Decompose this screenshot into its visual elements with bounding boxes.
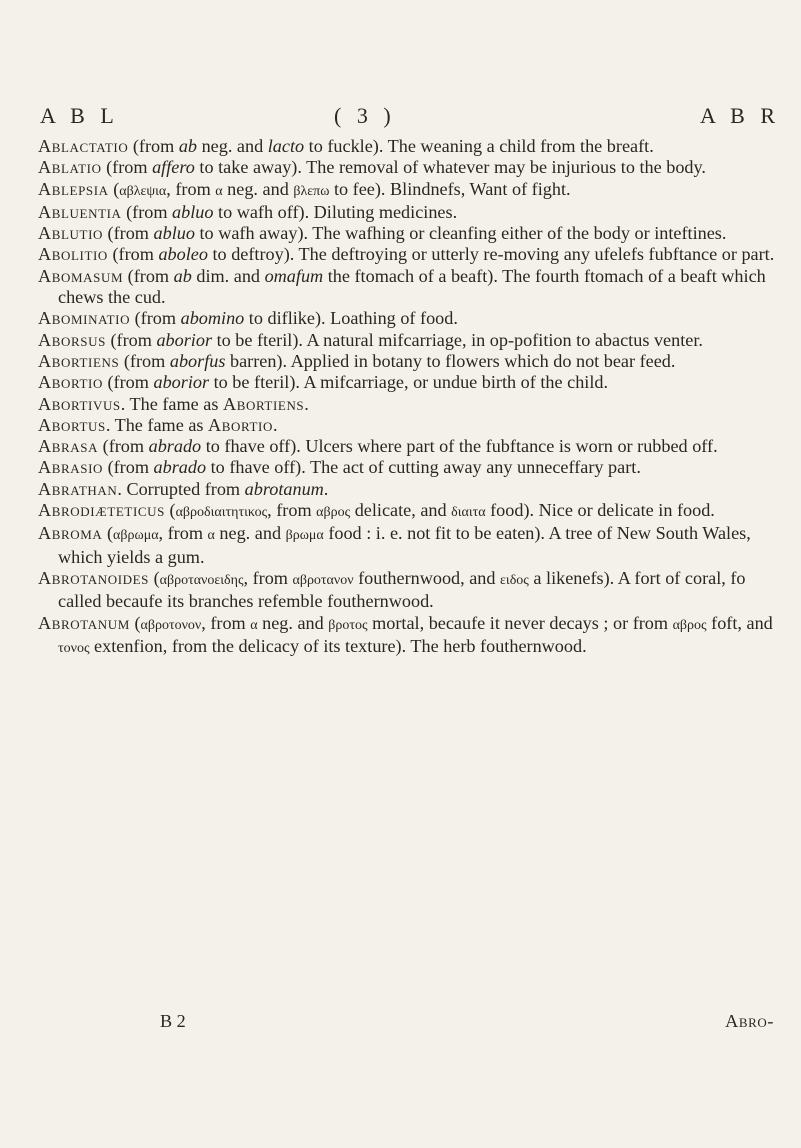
entry-headword: Abortivus — [38, 393, 121, 414]
definition-text: ( — [149, 567, 160, 588]
definition-text: (from — [101, 157, 153, 178]
dictionary-entry — [38, 266, 782, 309]
entry-headword: Abolitio — [38, 244, 108, 265]
definition-text: , from — [158, 523, 208, 544]
definition-text: the ftomach of a beaft). The fourth ftomach of a beaft which chews the cud. — [58, 265, 766, 308]
dictionary-entry — [38, 308, 782, 329]
dictionary-entry — [38, 415, 782, 436]
running-head-left: A B L — [40, 103, 119, 128]
entry-headword: Ablatio — [38, 157, 102, 178]
definition-text: neg. and — [197, 136, 268, 156]
definition-text: a likenefs). A fort of coral, fo called becaufe its branches refemble fouthernwood. — [58, 567, 746, 612]
definition-text: to fhave off). The act of cutting away any unneceffary part. — [206, 457, 641, 478]
entry-headword: Abortio — [38, 372, 103, 393]
entry-headword: Abluentia — [38, 201, 122, 222]
definition-text: (from — [98, 436, 149, 457]
definition-text: . — [304, 393, 309, 414]
definition-text: (from — [105, 329, 157, 350]
dictionary-entry — [38, 244, 782, 265]
etymon-greek: α — [215, 183, 223, 199]
entry-headword: Abrathan — [38, 478, 118, 499]
definition-text: (from — [103, 457, 154, 478]
entry-headword: Abrotanoides — [38, 567, 150, 588]
entry-headword: Ablutio — [38, 223, 103, 244]
definition-text: to be fteril). A natural mifcarriage, in op-pofition to abactus venter. — [212, 329, 703, 350]
definition-text: neg. and — [257, 612, 329, 633]
dictionary-entry — [38, 351, 782, 372]
dictionary-entry — [38, 613, 782, 660]
definition-text: extenfion, from the delicacy of its texture). The herb fouthernwood. — [89, 635, 587, 656]
dictionary-entry — [38, 179, 782, 202]
entry-headword: Abrasio — [38, 457, 104, 478]
definition-text: to fhave off). Ulcers where part of the fubftance is worn or rubbed off. — [201, 436, 718, 457]
definition-text: . The fame as — [120, 393, 223, 414]
etymon-latin: ab — [173, 265, 192, 286]
entry-headword: Abominatio — [38, 308, 131, 329]
definition-text: to fuckle). The weaning a child from the breaft. — [304, 136, 654, 156]
definition-text: (from — [103, 223, 154, 244]
etymon-latin: aborfus — [169, 350, 226, 371]
etymon-greek: αβλεψια — [119, 183, 167, 199]
definition-text: (from — [128, 136, 179, 156]
etymon-greek: διαιτα — [451, 505, 486, 521]
running-head-right: A B R — [699, 103, 780, 128]
etymon-latin: aboleo — [158, 244, 208, 265]
definition-text: to wafh off). Diluting medicines. — [213, 201, 458, 222]
dictionary-entry — [38, 223, 782, 244]
etymon-greek: α — [207, 528, 215, 544]
definition-text: to diflike). Loathing of food. — [244, 308, 458, 329]
definition-text: , from — [243, 567, 293, 588]
dictionary-entry — [38, 500, 782, 523]
definition-text: (from — [102, 372, 154, 393]
etymon-greek: βρωμα — [285, 528, 324, 544]
catchword: Abro- — [725, 1011, 774, 1031]
definition-text: (from — [130, 308, 181, 329]
dictionary-entry — [38, 372, 782, 393]
etymon-greek: α — [250, 617, 258, 633]
etymon-latin: affero — [152, 157, 195, 178]
definition-text: ( — [164, 500, 176, 521]
definition-text: ( — [102, 523, 114, 544]
entry-headword: Aborsus — [38, 329, 106, 350]
dictionary-entry — [38, 436, 782, 457]
entry-headword: Abrodiæteticus — [38, 500, 165, 521]
etymon-latin: aborior — [156, 329, 213, 350]
definition-text: to fee). Blindnefs, Want of fight. — [329, 178, 571, 199]
entry-headword: Abortus — [38, 414, 106, 435]
dictionary-entry — [38, 479, 782, 500]
etymon-greek: ειδος — [500, 572, 529, 588]
cross-reference: Abortiens — [222, 393, 305, 414]
definition-text: , from — [267, 500, 317, 521]
definition-text: to wafh away). The wafhing or cleanfing either of the body or inteftines. — [194, 223, 727, 244]
etymon-greek: αβρος — [672, 617, 707, 633]
definition-text: food). Nice or delicate in food. — [485, 500, 715, 521]
etymon-greek: βροτος — [328, 617, 368, 633]
entry-headword: Abroma — [38, 523, 103, 544]
definition-text: fouthernwood, and — [353, 567, 501, 588]
definition-text: mortal, becaufe it never decays ; or from — [367, 612, 673, 633]
definition-text: foft, and — [706, 612, 773, 633]
etymon-greek: αβρος — [316, 505, 351, 521]
etymon-latin: abrado — [153, 457, 207, 478]
definition-text: . — [272, 414, 278, 435]
etymon-greek: αβροτανοειδης — [159, 572, 244, 588]
definition-text: to take away). The removal of whatever may be injurious to the body. — [194, 157, 706, 178]
entry-headword: Ablactatio — [38, 136, 129, 156]
entry-list — [38, 136, 782, 659]
definition-text: ( — [129, 612, 141, 633]
etymon-latin: lacto — [267, 136, 305, 156]
definition-text: dim. and — [191, 265, 265, 286]
cross-reference: Abortio — [208, 414, 273, 435]
entry-headword: Abortiens — [38, 350, 120, 371]
etymon-greek: αβροτανον — [292, 572, 354, 588]
entry-headword: Abrotanum — [38, 612, 130, 633]
definition-text: ( — [108, 178, 120, 199]
definition-text: delicate, and — [350, 500, 452, 521]
etymon-greek: αβρωμα — [113, 528, 159, 544]
definition-text: , from — [201, 612, 251, 633]
dictionary-entry — [38, 523, 782, 568]
etymon-greek: τονος — [58, 640, 90, 656]
dictionary-entry — [38, 136, 782, 157]
definition-text: (from — [123, 265, 174, 286]
entry-headword: Abrasa — [38, 436, 99, 457]
definition-text: . Corrupted from — [117, 478, 245, 499]
etymon-latin: abluo — [153, 223, 195, 244]
definition-text: neg. and — [214, 523, 286, 544]
entry-headword: Ablepsia — [38, 178, 109, 199]
dictionary-entry — [38, 394, 782, 415]
definition-text: to be fteril). A mifcarriage, or undue birth of the child. — [209, 372, 609, 393]
definition-text: (from — [119, 350, 170, 371]
etymon-latin: abrotanum — [244, 478, 324, 499]
definition-text: barren). Applied in botany to flowers which do not bear feed. — [225, 350, 676, 371]
etymon-latin: omafum — [264, 265, 324, 286]
etymon-latin: ab — [178, 136, 198, 156]
dictionary-entry — [38, 330, 782, 351]
dictionary-entry — [38, 568, 782, 613]
etymon-latin: abluo — [172, 201, 214, 222]
etymon-greek: αβροδιαιτητικος — [175, 505, 268, 521]
etymon-latin: aborior — [153, 372, 210, 393]
etymon-greek: βλεπω — [293, 183, 330, 199]
etymon-latin: abrado — [148, 436, 202, 457]
definition-text: to deftroy). The deftroying or utterly re-moving any ufelefs fubftance or part. — [207, 244, 775, 265]
page-number: ( 3 ) — [334, 103, 396, 128]
definition-text: (from — [121, 201, 173, 222]
definition-text: food : i. e. not fit to be eaten). A tree of New South Wales, which yields a gum. — [58, 523, 751, 567]
dictionary-entry — [38, 457, 782, 478]
signature-mark: B 2 — [160, 1011, 186, 1031]
definition-text: (from — [107, 244, 159, 265]
etymon-greek: αβροτονον — [140, 617, 202, 633]
definition-text: . — [323, 478, 329, 499]
definition-text: neg. and — [222, 178, 294, 199]
etymon-latin: abomino — [180, 308, 245, 329]
definition-text: , from — [166, 178, 216, 199]
definition-text: . The fame as — [105, 414, 209, 435]
entry-headword: Abomasum — [38, 265, 124, 286]
dictionary-entry — [38, 202, 782, 223]
dictionary-entry — [38, 157, 782, 178]
